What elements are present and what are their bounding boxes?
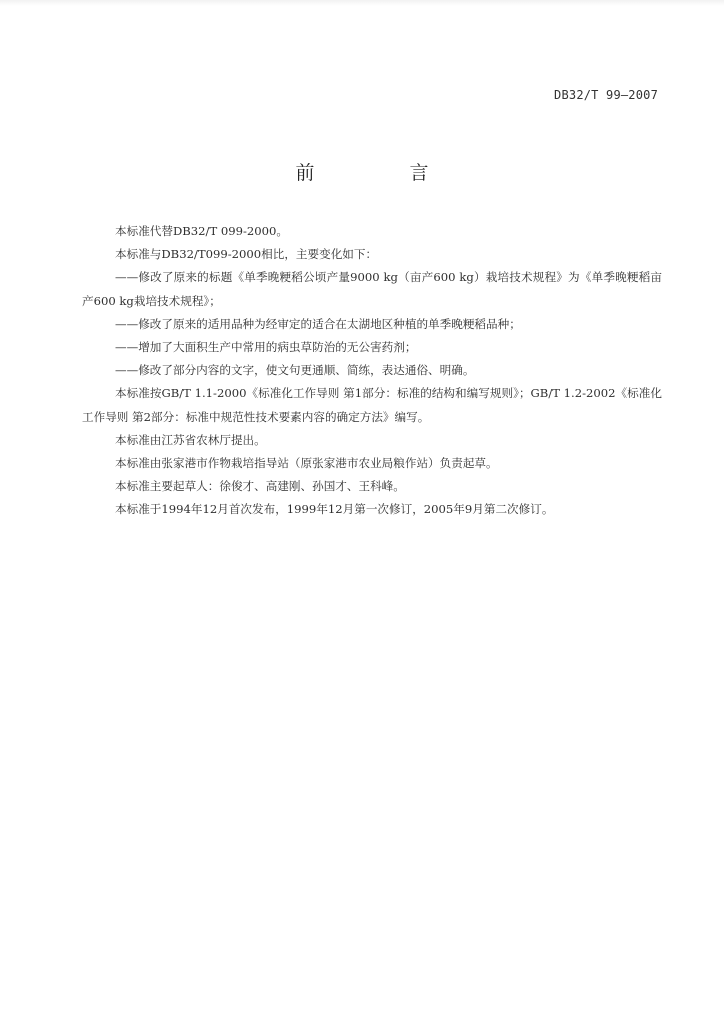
- paragraph-change-variety: ——修改了原来的适用品种为经审定的适合在太湖地区种植的单季晚粳稻品种；: [115, 316, 521, 331]
- paragraph-change-wording: ——修改了部分内容的文字，使文句更通顺、简练，表达通俗、明确。: [115, 363, 475, 378]
- foreword-body: [82, 220, 662, 522]
- paragraph-changes-intro: 本标准与DB32/T099-2000相比，主要变化如下：: [115, 247, 378, 262]
- paragraph-drafters: 本标准主要起草人：徐俊才、高建刚、孙国才、王科峰。: [115, 479, 405, 494]
- scan-edge: [0, 0, 724, 6]
- paragraph-drafted-by: 本标准由张家港市作物栽培指导站（原张家港市农业局粮作站）负责起草。: [115, 456, 498, 471]
- paragraph-proposed-by: 本标准由江苏省农林厅提出。: [115, 432, 266, 447]
- paragraph-history: 本标准于1994年12月首次发布，1999年12月第一次修订，2005年9月第二次修订。: [115, 502, 554, 517]
- document-code: DB32/T 99—2007: [554, 88, 658, 102]
- paragraph-drafting-rules: 本标准按GB/T 1.1-2000《标准化工作导则 第1部分：标准的结构和编写规则》；GB/T 1.2-2002《标准化工作导则 第2部分：标准中规范性技术要素内容的确定方法》编写。: [82, 386, 662, 424]
- paragraph-change-title: ——修改了原来的标题《单季晚粳稻公顷产量9000 kg（亩产600 kg）栽培技术规程》为《单季晚粳稻亩产600 kg栽培技术规程》；: [82, 270, 662, 308]
- page-title: 前 言: [295, 162, 467, 184]
- paragraph-change-pesticide: ——增加了大面积生产中常用的病虫草防治的无公害药剂；: [115, 340, 417, 355]
- paragraph-replaces: 本标准代替DB32/T 099-2000。: [115, 224, 289, 238]
